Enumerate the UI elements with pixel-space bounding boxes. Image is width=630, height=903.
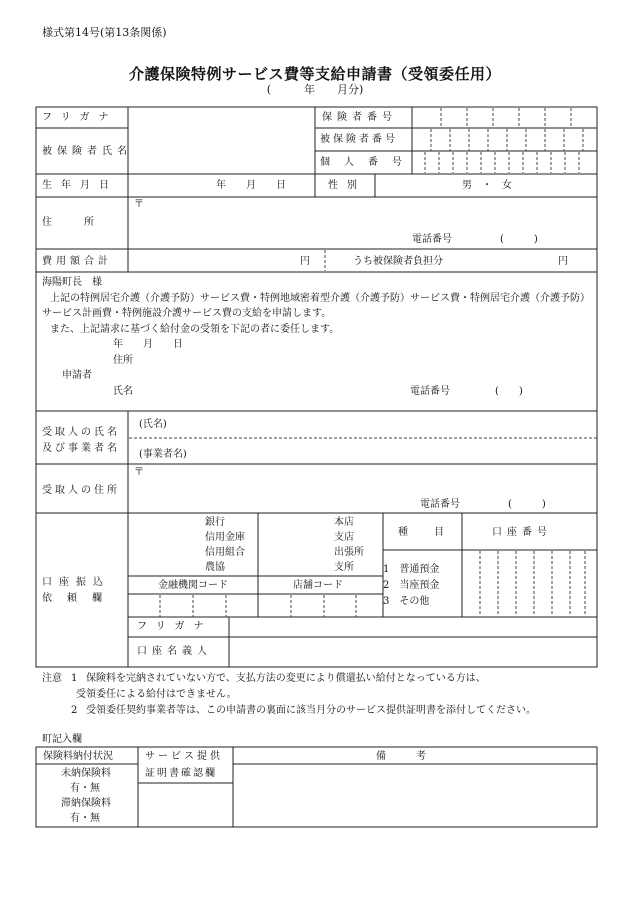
page-title: 介護保険特例サービス費等支給申請書（受領委任用）	[128, 65, 501, 83]
recipient-postal-mark: 〒	[134, 467, 144, 478]
service-cert-check-area[interactable]	[140, 785, 231, 825]
institution-type-bank[interactable]: 銀行	[205, 517, 225, 528]
bank-code-label: 金融機関コード	[158, 580, 228, 591]
remarks-header: 備 考	[376, 751, 426, 762]
recipient-phone-label: 電話番号	[420, 499, 460, 510]
total-cost-yen: 円	[300, 256, 310, 267]
branch-type-shisho[interactable]: 支所	[334, 562, 354, 573]
insurer-number-input[interactable]	[414, 109, 598, 129]
recipient-address-input[interactable]	[148, 468, 592, 496]
recipient-business-input[interactable]	[200, 441, 584, 463]
address-input[interactable]	[148, 200, 592, 230]
account-holder-label: 口座名義人	[137, 646, 212, 657]
account-type-ordinary[interactable]: 1 普通預金	[383, 564, 440, 575]
recipient-phone-paren[interactable]: ( )	[508, 499, 546, 510]
holder-furigana-label: フリガナ	[137, 621, 213, 632]
page-subtitle: ( 年 月分)	[266, 83, 364, 96]
personal-number-label: 個人番号	[320, 157, 416, 168]
insured-name-label: 被保険者氏名	[42, 146, 132, 157]
account-number-input[interactable]	[464, 552, 599, 616]
applicant-phone-paren[interactable]: ( )	[495, 386, 523, 397]
declaration-line-3: また、上記請求に基づく給付金の受領を下記の者に委任します。	[50, 324, 340, 335]
address-phone-label: 電話番号	[412, 234, 452, 245]
town-section-heading: 町記入欄	[42, 734, 82, 745]
insured-share-input[interactable]	[462, 252, 556, 272]
personal-number-input[interactable]	[414, 153, 598, 175]
overdue-premium-label: 滞納保険料	[61, 798, 111, 809]
institution-type-nokyo[interactable]: 農協	[205, 562, 225, 573]
unpaid-premium-label: 未納保険料	[61, 768, 111, 779]
service-cert-header-1: サービス提供	[145, 751, 223, 762]
branch-code-label: 店舗コード	[293, 580, 343, 591]
applicant-label: 申請者	[62, 370, 92, 381]
birth-date-label: 生年月日	[42, 180, 118, 191]
branch-code-input[interactable]	[260, 596, 385, 617]
note-1-number: 1	[71, 673, 78, 684]
applicant-address-input[interactable]	[140, 352, 584, 370]
gender-label: 性別	[328, 180, 366, 191]
account-number-header: 口座番号	[492, 527, 552, 538]
account-type-current[interactable]: 2 当座預金	[383, 580, 440, 591]
bank-section-label-2: 依頼欄	[42, 593, 117, 604]
institution-name-input[interactable]	[132, 520, 204, 574]
account-holder-input[interactable]	[232, 640, 596, 666]
recipient-name-hint: (氏名)	[139, 419, 167, 430]
application-date[interactable]: 年 月 日	[113, 339, 183, 350]
institution-type-kumiai[interactable]: 信用組合	[205, 547, 245, 558]
holder-furigana-input[interactable]	[232, 619, 596, 637]
applicant-address-label: 住所	[113, 355, 133, 366]
note-1-line-1: 保険料を完納されていない方で、支払方法の変更により償還払い給付となっている方は、	[86, 673, 486, 684]
insured-number-input[interactable]	[414, 130, 598, 152]
note-2-number: 2	[71, 705, 78, 716]
form-number: 様式第14号(第13条関係)	[42, 26, 167, 39]
branch-name-input[interactable]	[262, 520, 334, 574]
furigana-label: フリガナ	[42, 112, 118, 123]
applicant-name-input[interactable]	[140, 383, 384, 401]
bank-code-input[interactable]	[130, 596, 260, 617]
insured-share-label: うち被保険者負担分	[353, 256, 443, 267]
institution-type-shinkin[interactable]: 信用金庫	[205, 532, 245, 543]
insured-share-yen: 円	[558, 256, 568, 267]
unpaid-premium-option[interactable]: 有・無	[70, 783, 100, 794]
applicant-name-label: 氏名	[113, 386, 133, 397]
insured-name-input[interactable]	[131, 131, 315, 173]
branch-type-shutchojo[interactable]: 出張所	[334, 547, 364, 558]
address-label: 住所	[42, 217, 126, 228]
recipient-address-label: 受取人の住所	[42, 485, 120, 496]
notes-label: 注意	[42, 673, 62, 684]
recipient-name-input[interactable]	[180, 414, 584, 438]
branch-type-shiten[interactable]: 支店	[334, 532, 354, 543]
gender-options[interactable]: 男 ・ 女	[462, 180, 512, 191]
recipient-business-hint: (事業者名)	[139, 449, 187, 460]
service-cert-header-2: 証明書確認欄	[145, 768, 217, 779]
insurer-number-label: 保険者番号	[322, 112, 397, 123]
bank-section-label-1: 口座振込	[42, 577, 110, 588]
payment-status-header: 保険料納付状況	[43, 751, 113, 762]
furigana-input[interactable]	[131, 109, 315, 129]
declaration-line-2: サービス計画費・特例施設介護サービス費の支給を申請します。	[42, 308, 332, 319]
remarks-input[interactable]	[237, 767, 597, 827]
total-cost-input[interactable]	[131, 252, 295, 272]
addressee: 海陽町長 様	[42, 277, 102, 288]
address-phone-paren[interactable]: ( )	[500, 234, 538, 245]
account-type-header: 種目	[398, 527, 470, 538]
recipient-name-label-1: 受取人の氏名	[42, 427, 120, 438]
address-postal-mark: 〒	[134, 199, 144, 210]
note-1-line-2: 受領委任による給付はできません。	[76, 689, 237, 700]
declaration-line-1: 上記の特例居宅介護（介護予防）サービス費・特例地域密着型介護（介護予防）サービス費・特例居宅介護（介護予防）	[50, 293, 590, 304]
recipient-name-label-2: 及び事業者名	[42, 443, 120, 454]
total-cost-label: 費用額合計	[42, 256, 112, 267]
insured-number-label: 被保険者番号	[320, 134, 398, 145]
note-2-line: 受領委任契約事業者等は、この申請書の裏面に該当月分のサービス提供証明書を添付してください。	[86, 705, 536, 716]
account-type-other[interactable]: 3 その他	[383, 596, 430, 607]
birth-date-ymd[interactable]: 年 月 日	[216, 180, 286, 191]
branch-type-honten[interactable]: 本店	[334, 517, 354, 528]
applicant-phone-label: 電話番号	[410, 386, 450, 397]
overdue-premium-option[interactable]: 有・無	[70, 813, 100, 824]
